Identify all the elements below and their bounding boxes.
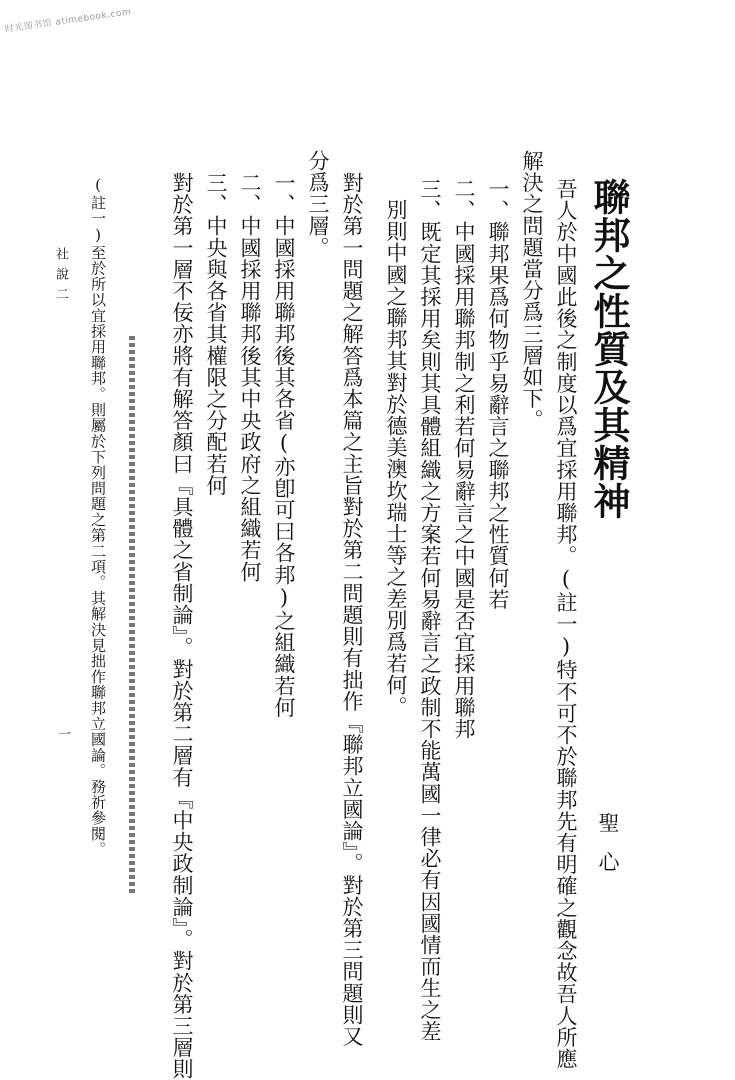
body-column: 一、中國採用聯邦後其各省(亦卽可曰各邦)之組織若何 bbox=[272, 172, 296, 718]
watermark: 时光图书馆 atimebook.com bbox=[4, 7, 132, 35]
body-column: 三、中央與各省其權限之分配若何 bbox=[204, 172, 228, 496]
body-column: 對於第一問題之解答爲本篇之主旨對於第二問題則有拙作『聯邦立國論』。對於第三問題則又 bbox=[340, 172, 364, 1048]
body-column: 對於第一層不佞亦將有解答顏曰『具體之省制論』。對於第二層有『中央政制論』。對於第三層則 bbox=[170, 172, 194, 1080]
page-number: 一 bbox=[55, 727, 70, 740]
body-column: 三、既定其採用矣則其具體組織之方案若何易辭言之政制不能萬國一律必有因國情而生之差 bbox=[418, 178, 442, 1042]
footnote: (註一)至於所以宜採用聯邦。則屬於下列問題之第二項。其解決見拙作聯邦立國論。務祈參閱。 bbox=[89, 176, 107, 858]
body-column: 別則中國之聯邦其對於德美澳坎瑞士等之差別爲若何。 bbox=[384, 199, 408, 718]
body-column: 二、中國採用聯邦後其中央政府之組織若何 bbox=[238, 172, 262, 583]
body-column: 吾人於中國此後之制度以爲宜採用聯邦。(註一)特不可不於聯邦先有明確之觀念故吾人所應 bbox=[554, 178, 578, 1070]
body-column: 二、中國採用聯邦制之利若何易辭言之中國是否宜採用聯邦 bbox=[452, 178, 476, 740]
article-title: 聯邦之性質及其精神 bbox=[587, 178, 631, 520]
author-name: 聖心 bbox=[596, 812, 620, 890]
body-column: 一、聯邦果爲何物乎易辭言之聯邦之性質何若 bbox=[486, 178, 510, 610]
body-column: 解決之問題當分爲三層如下。 bbox=[520, 150, 544, 431]
publication-label: 社說二 bbox=[53, 247, 68, 307]
body-column: 分爲三層。 bbox=[306, 150, 330, 258]
wavy-separator-line bbox=[129, 336, 135, 896]
